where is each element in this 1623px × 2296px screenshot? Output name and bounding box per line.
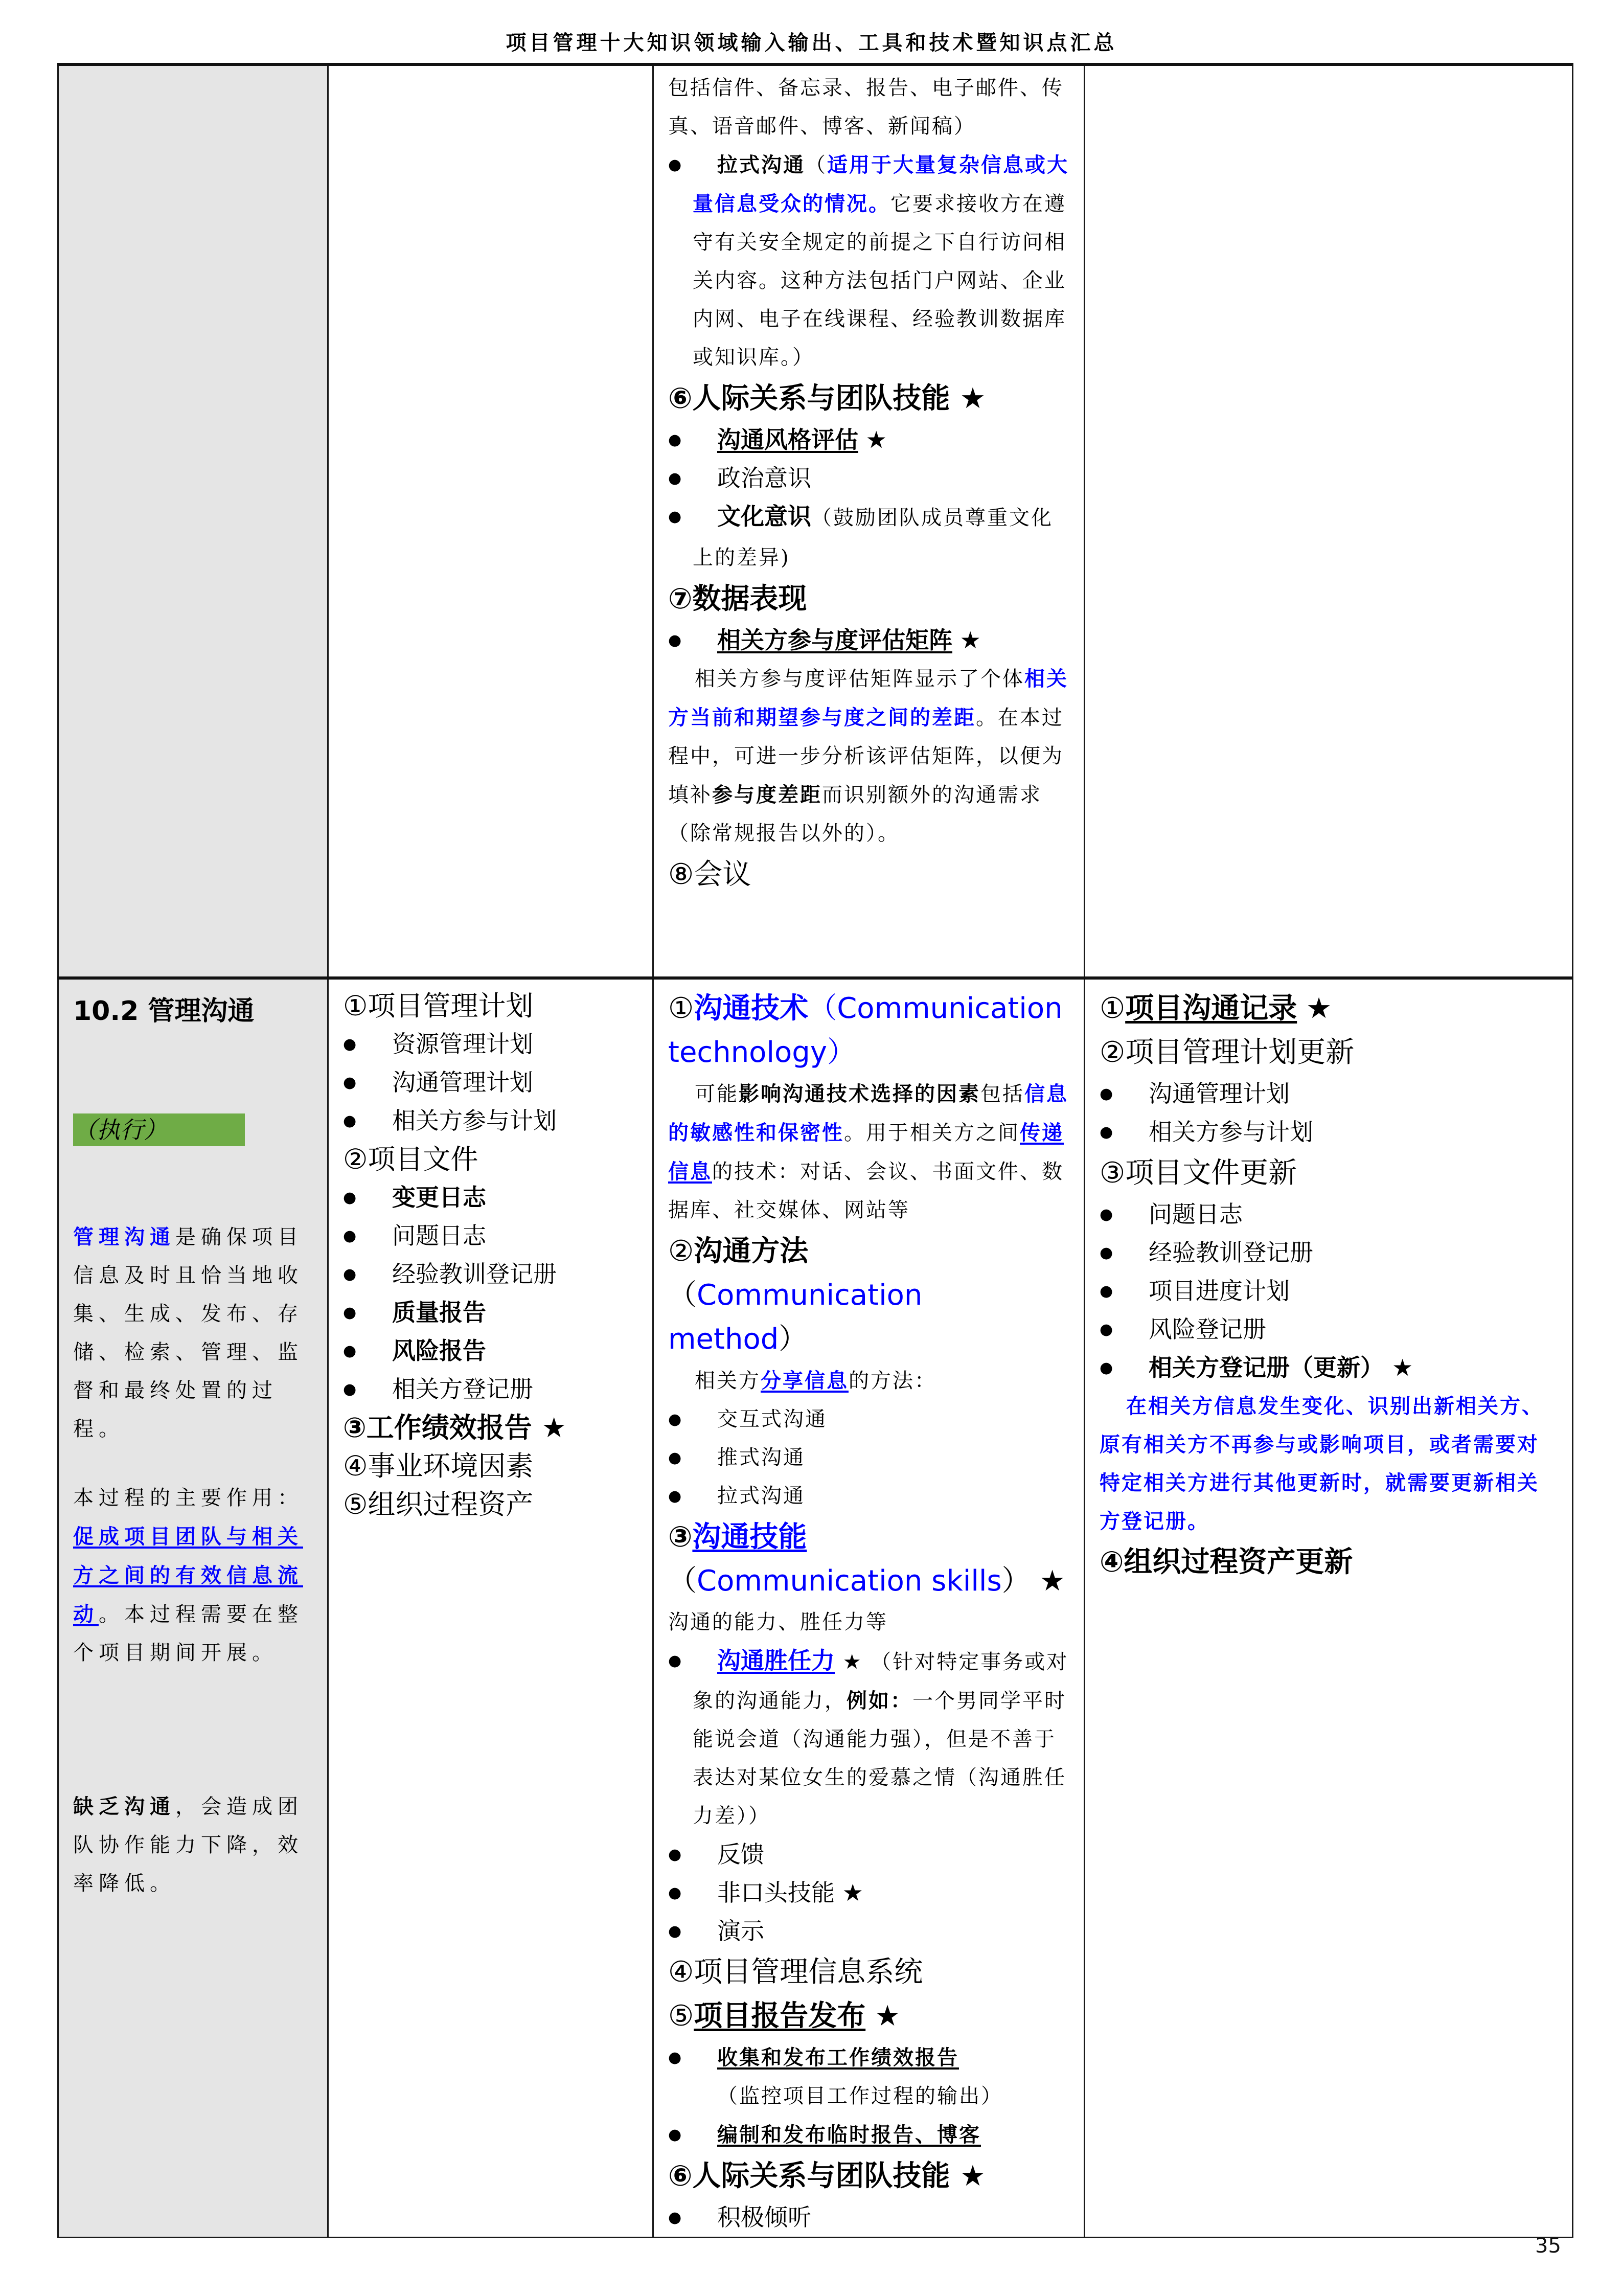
inputs-cell-continued bbox=[328, 64, 653, 978]
process-cell-continued bbox=[58, 64, 328, 978]
list-item: ● 问题日志 bbox=[343, 1217, 638, 1255]
list-item-competence: ● 沟通胜任力 ★ （针对特定事务或对象的沟通能力，例如：一个男同学平时能说会道（沟通能力强），但是不善于表达对某位女生的爱慕之情（沟通胜任力差）） bbox=[668, 1642, 1069, 1835]
star-icon: ★ bbox=[1392, 1354, 1413, 1381]
section-heading-meetings: ⑧会议 bbox=[668, 858, 751, 891]
list-item: ● 推式沟通 bbox=[668, 1439, 1069, 1477]
list-item: ● 风险报告 bbox=[343, 1332, 638, 1370]
list-item-pull-comm: ● 拉式沟通（适用于大量复杂信息或大量信息受众的情况。它要求接收方在遵守有关安全规定的前提之下自行访问相关内容。这种方法包括门户网站、企业内网、电子在线课程、经验教训数据库或知识库。） bbox=[668, 146, 1069, 377]
list-item: ● 变更日志 bbox=[343, 1178, 638, 1217]
list-item: ● 沟通管理计划 bbox=[1100, 1075, 1558, 1113]
section-heading-interpersonal: ⑥人际关系与团队技能 ★ bbox=[668, 382, 986, 415]
tool-project-reporting: ⑤项目报告发布 ★ bbox=[668, 1999, 901, 2033]
push-comm-tail: 包括信件、备忘录、报告、电子邮件、传真、语音邮件、博客、新闻稿） bbox=[668, 76, 1064, 138]
list-item: ● 相关方参与度评估矩阵 ★ bbox=[668, 621, 1069, 660]
tool-interpersonal-skills: ⑥人际关系与团队技能 ★ bbox=[668, 2159, 986, 2193]
process-cell bbox=[58, 978, 328, 2238]
output-opa-updates: ④组织过程资产更新 bbox=[1100, 1545, 1353, 1579]
list-item: ● 相关方参与计划 bbox=[343, 1102, 638, 1140]
list-item: ● 编制和发布临时报告、博客 bbox=[668, 2116, 1069, 2154]
list-item: ● 经验教训登记册 bbox=[343, 1255, 638, 1293]
tool-communication-technology: ①沟通技术（Communication technology） bbox=[668, 992, 1063, 1069]
communication-method-description: 相关方分享信息的方法： bbox=[695, 1369, 936, 1393]
list-item: ● 积极倾听 bbox=[668, 2198, 1069, 2237]
page-title: 项目管理十大知识领域输入输出、工具和技术暨知识点汇总 bbox=[506, 31, 1117, 55]
tools-cell bbox=[653, 978, 1085, 2238]
input-opa: ⑤组织过程资产 bbox=[343, 1488, 534, 1520]
list-item-stakeholder-register: ● 相关方登记册（更新） ★ bbox=[1100, 1349, 1558, 1387]
stakeholder-register-note: 在相关方信息发生变化、识别出新相关方、原有相关方不再参与或影响项目，或者需要对特定相关方进行其他更新时，就需要更新相关方登记册。 bbox=[1100, 1394, 1544, 1533]
list-item: ● 反馈 bbox=[668, 1835, 1069, 1874]
star-icon: ★ bbox=[541, 1412, 566, 1444]
star-icon: ★ bbox=[842, 1879, 863, 1906]
input-work-performance-reports: ③工作绩效报告 ★ bbox=[343, 1412, 566, 1444]
list-item: ● 质量报告 bbox=[343, 1293, 638, 1332]
input-pm-plan: ①项目管理计划 bbox=[343, 990, 534, 1022]
communication-skills-description: 沟通的能力、胜任力等 bbox=[668, 1610, 888, 1634]
tool-communication-method: ②沟通方法 （Communication method） bbox=[668, 1235, 923, 1356]
list-item: ● 沟通风格评估 ★ bbox=[668, 421, 1069, 459]
list-item: ● 拉式沟通 bbox=[668, 1477, 1069, 1515]
list-item: ● 非口头技能 ★ bbox=[668, 1874, 1069, 1912]
list-item: ● 沟通管理计划 bbox=[343, 1063, 638, 1102]
output-communications: ①项目沟通记录 ★ bbox=[1100, 992, 1332, 1025]
process-warning: 缺乏沟通，会造成团队协作能力下降，效率降低。 bbox=[73, 1794, 303, 1895]
input-project-documents: ②项目文件 bbox=[343, 1143, 478, 1175]
list-item: ● 演示 bbox=[668, 1912, 1069, 1950]
table-row-manage-communications bbox=[58, 978, 1573, 2238]
process-title: 10.2 管理沟通 bbox=[73, 996, 255, 1027]
process-definition: 管理沟通是确保项目信息及时且恰当地收集、生成、发布、存储、检索、管理、监督和最终处置的过程。 bbox=[73, 1225, 303, 1441]
star-icon: ★ bbox=[1306, 992, 1332, 1025]
list-item: ● 相关方参与计划 bbox=[1100, 1113, 1558, 1151]
list-item-note: （监控项目工作过程的输出） bbox=[717, 2084, 1003, 2108]
list-item: ● 交互式沟通 bbox=[668, 1400, 1069, 1439]
list-item: ● 问题日志 bbox=[1100, 1195, 1558, 1234]
star-icon: ★ bbox=[959, 626, 981, 654]
list-item: ● 风险登记册 bbox=[1100, 1310, 1558, 1349]
pull-comm-emphasis: 适用于大量复杂信息或大量信息受众的情况。 bbox=[693, 153, 1069, 216]
table-row-continued bbox=[58, 64, 1573, 978]
process-purpose: 本过程的主要作用： 促成项目团队与相关方之间的有效信息流动。本过程需要在整个项目期间开展。 bbox=[73, 1486, 303, 1665]
star-icon: ★ bbox=[959, 2159, 986, 2193]
output-project-doc-updates: ③项目文件更新 bbox=[1100, 1156, 1297, 1190]
star-icon: ★ bbox=[865, 426, 887, 453]
list-item: ● 项目进度计划 bbox=[1100, 1272, 1558, 1310]
phase-badge: （执行） bbox=[73, 1113, 245, 1146]
inputs-cell bbox=[328, 978, 653, 2238]
tool-pmis: ④项目管理信息系统 bbox=[668, 1956, 923, 1989]
tools-cell-continued bbox=[653, 64, 1085, 978]
list-item: ● 资源管理计划 bbox=[343, 1025, 638, 1063]
knowledge-table bbox=[57, 63, 1573, 2238]
star-icon: ★ bbox=[959, 382, 986, 415]
list-item: ● 收集和发布工作绩效报告 bbox=[668, 2038, 1069, 2077]
list-item: ● 政治意识 bbox=[668, 459, 1069, 497]
communication-technology-description: 可能影响沟通技术选择的因素包括信息的敏感性和保密性。用于相关方之间传递信息的技术：对话、会议、书面文件、数据库、社交媒体、网站等 bbox=[668, 1082, 1068, 1222]
star-icon: ★ bbox=[875, 1999, 901, 2033]
output-pm-plan-updates: ②项目管理计划更新 bbox=[1100, 1036, 1355, 1069]
list-item: ● 经验教训登记册 bbox=[1100, 1234, 1558, 1272]
page-number: 35 bbox=[1535, 2234, 1561, 2258]
star-icon: ★ bbox=[842, 1650, 863, 1674]
section-heading-data-representation: ⑦数据表现 bbox=[668, 582, 807, 616]
input-eef: ④事业环境因素 bbox=[343, 1450, 534, 1482]
star-icon: ★ bbox=[1039, 1564, 1065, 1598]
outputs-cell-continued bbox=[1085, 64, 1573, 978]
tool-communication-skills: ③沟通技能 （Communication skills） ★ bbox=[668, 1520, 1065, 1598]
outputs-cell bbox=[1085, 978, 1573, 2238]
engagement-matrix-description: 相关方参与度评估矩阵显示了个体相关方当前和期望参与度之间的差距。在本过程中，可进一步分析该评估矩阵，以便为填补参与度差距而识别额外的沟通需求（除常规报告以外的）。 bbox=[668, 667, 1068, 845]
list-item: ● 相关方登记册 bbox=[343, 1370, 638, 1408]
list-item: ● 文化意识（鼓励团队成员尊重文化上的差异) bbox=[668, 497, 1069, 577]
